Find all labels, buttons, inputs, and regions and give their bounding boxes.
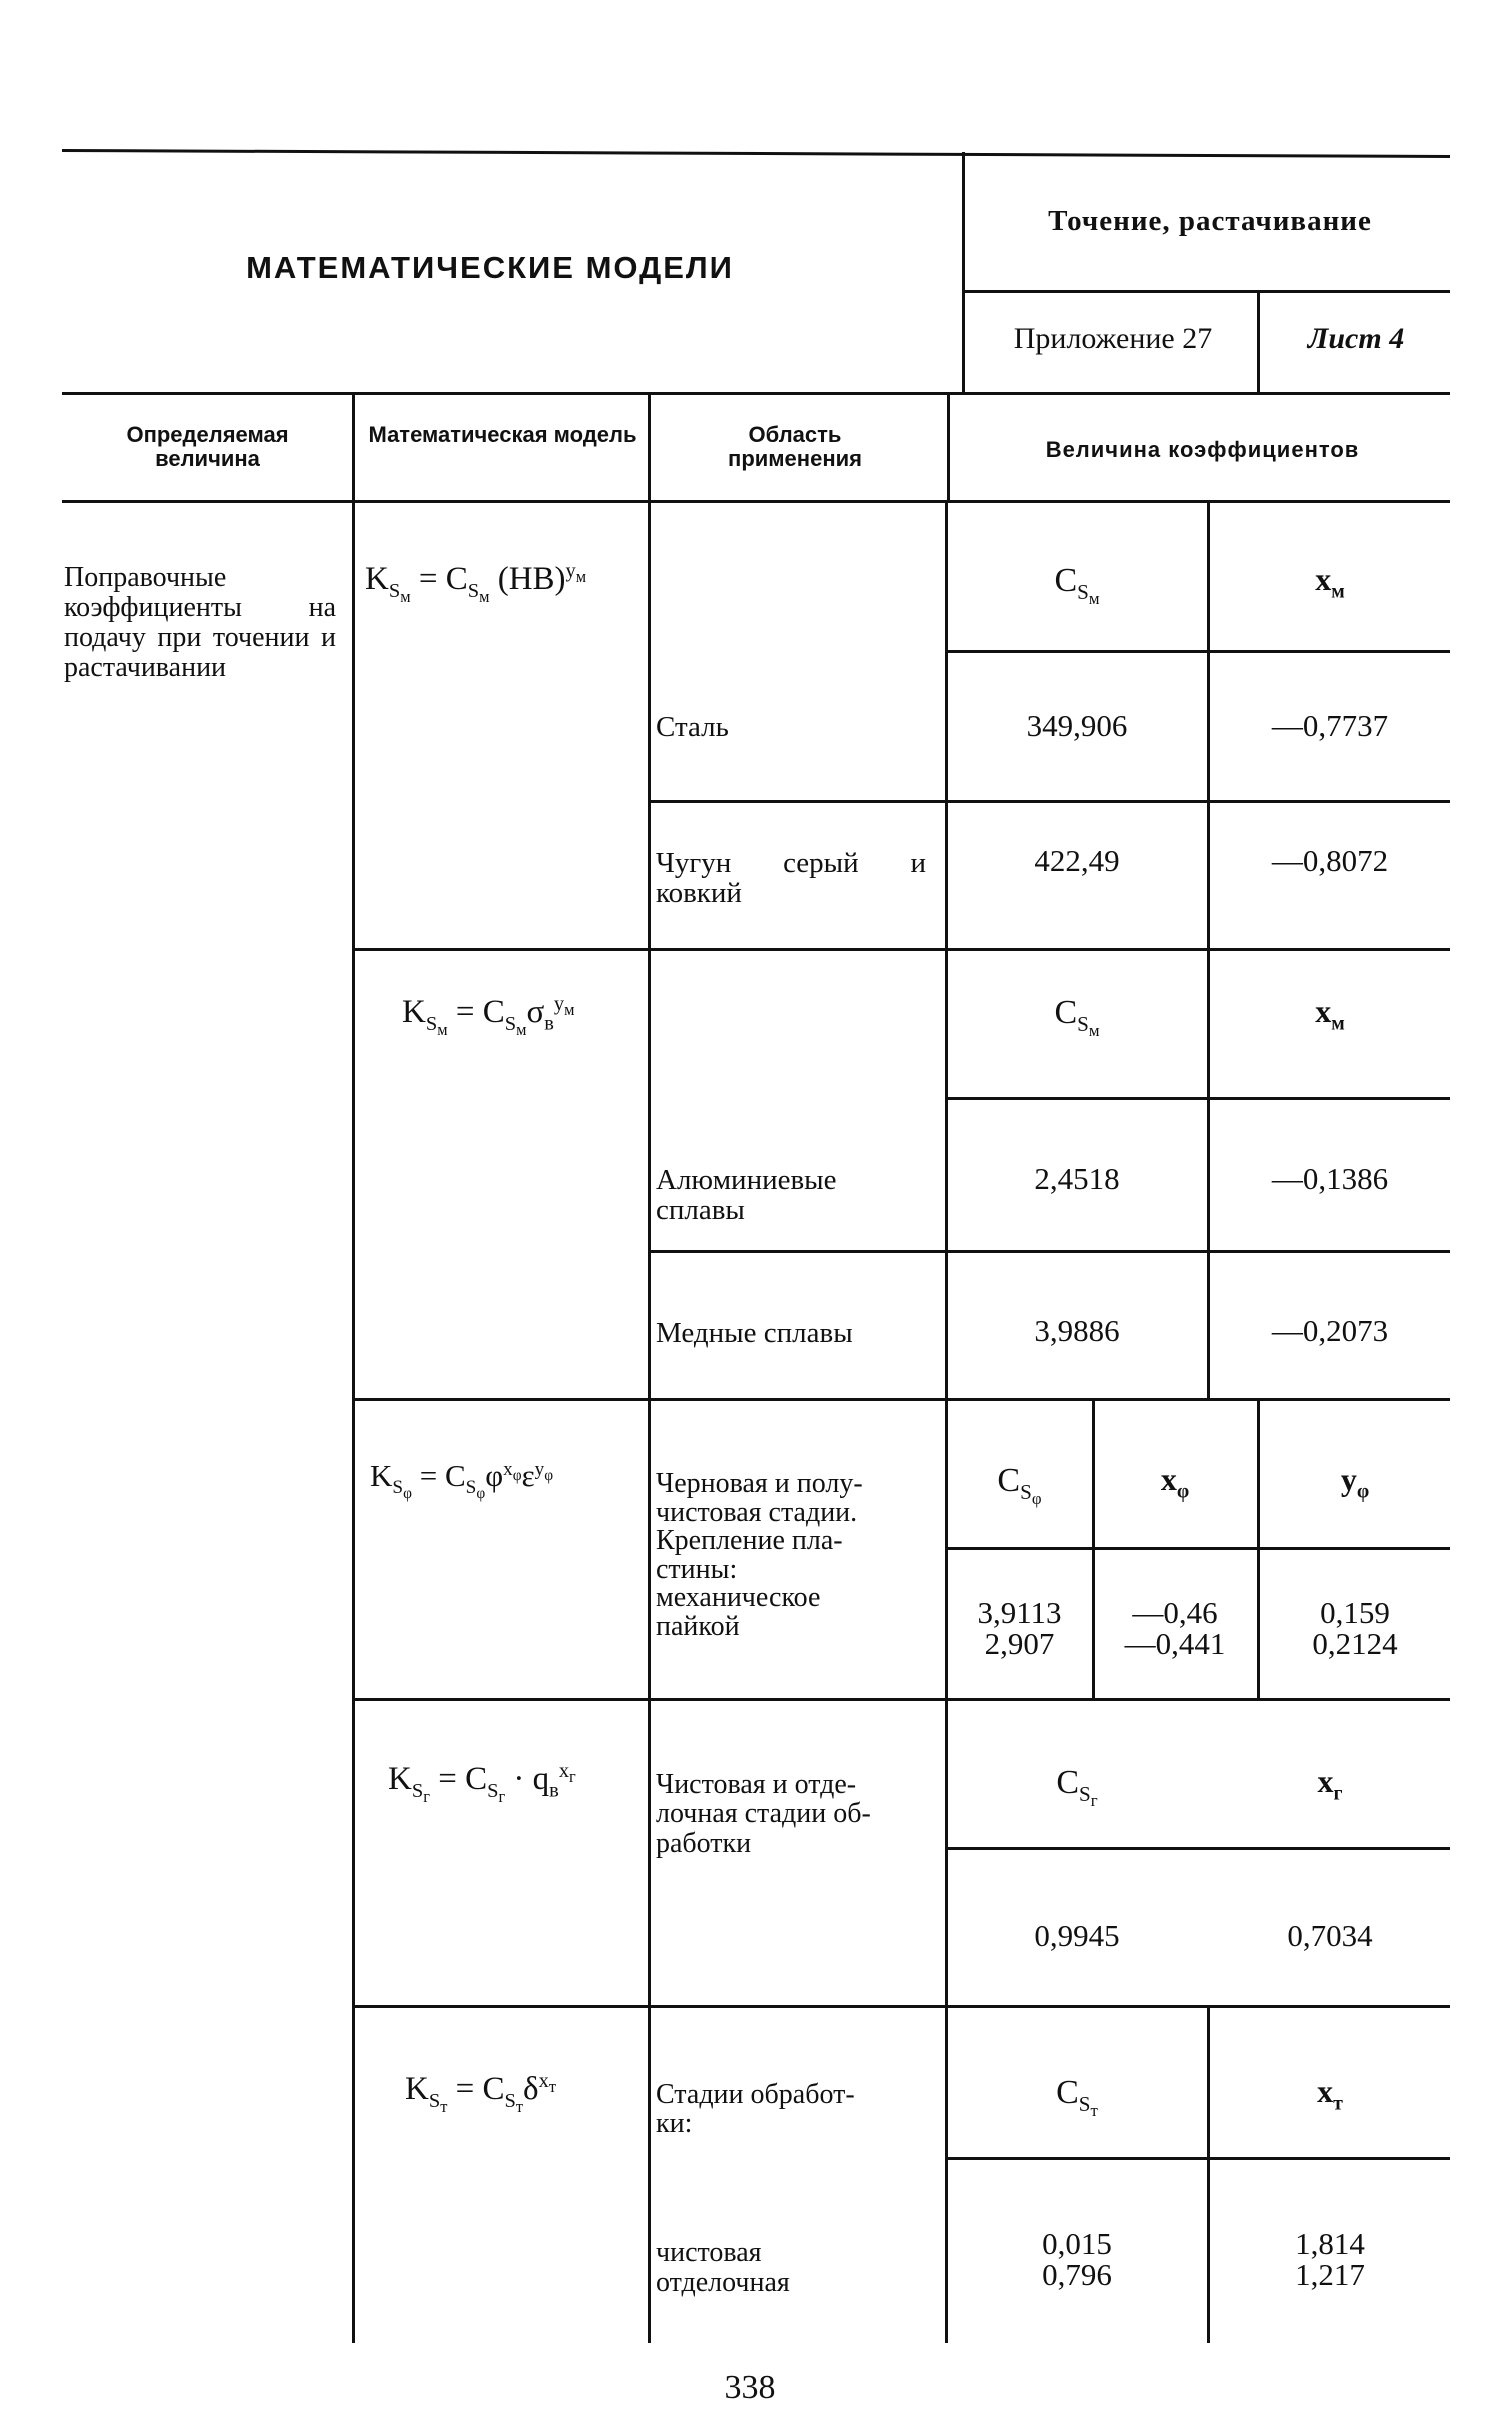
block1-coef-rule: [948, 650, 1450, 653]
operation-underline: [965, 290, 1450, 293]
block3-scope-line-4: стины:: [656, 1553, 738, 1585]
block5-value-x-finishing: 1,814: [1295, 2226, 1365, 2261]
block4-scope: [656, 1770, 946, 1858]
block5-value-divider: [1207, 2008, 1210, 2343]
header-bottom-rule: [62, 392, 1450, 395]
block2-coef-rule: [948, 1097, 1450, 1100]
appendix-label: Приложение 27: [1013, 322, 1213, 355]
formula-1: $K_{S_м} = C_{S_м}$ (HB)$^{y_м}$: [365, 560, 587, 606]
block3-values-c: [948, 1597, 1091, 1659]
top-rule: [62, 149, 1450, 158]
block3-values-x: [1095, 1597, 1255, 1659]
block4-value-x: 0,7034: [1287, 1918, 1373, 1953]
column-header-quantity: Определяемая величина: [126, 422, 289, 472]
block3-value-y-mechanical: 0,159: [1320, 1595, 1390, 1630]
block4-coef-header-c: $C_{S_г}$: [1056, 1764, 1098, 1810]
block5-scope-line-2: ки:: [656, 2108, 693, 2140]
block3-value-y-soldered: 0,2124: [1312, 1626, 1398, 1661]
block3-scope-line-3: Крепление пла-: [656, 1525, 843, 1557]
block3-value-x-mechanical: —0,46: [1132, 1595, 1218, 1630]
block3-coef-rule: [948, 1547, 1450, 1550]
block3-values-y: [1260, 1597, 1450, 1659]
block1-row1-scope: Сталь: [656, 711, 729, 743]
block5-label-final: отделочная: [656, 2267, 790, 2299]
block3-value-x-soldered: —0,441: [1124, 1626, 1226, 1661]
block1-coef-header-x: $x_м$: [1315, 561, 1345, 603]
block3-value-c-soldered: 2,907: [984, 1626, 1055, 1661]
formula-2: $K_{S_м} = C_{S_м}\sigma_в^{y_м}$: [402, 993, 575, 1039]
block2-row2-scope: Медные сплавы: [656, 1317, 853, 1349]
block3-coef-header-y: $y_\varphi$: [1340, 1461, 1370, 1503]
block5-values-x: [1210, 2228, 1450, 2290]
block5-coef-rule: [948, 2157, 1450, 2160]
block5-scope-line-1: Стадии обработ-: [656, 2079, 855, 2110]
block2-row1-value-x: —0,1386: [1271, 1161, 1389, 1196]
block3-coef-header-x: $x_\varphi$: [1160, 1461, 1190, 1503]
block1-row2-value-c: 422,49: [1034, 843, 1120, 878]
block5-subrow-labels: [656, 2238, 946, 2298]
block1-row1-value-x: —0,7737: [1271, 708, 1389, 743]
header-divider: [962, 152, 965, 392]
block5-label-finishing: чистовая: [656, 2237, 762, 2268]
block5-values-c: [948, 2228, 1206, 2290]
block4-scope-line-3: работки: [656, 1827, 752, 1859]
formula-5: $K_{S_т} = C_{S_т}\delta^{x_т}$: [405, 2070, 556, 2116]
block2-row2-value-c: 3,9886: [1034, 1313, 1120, 1348]
quantity-text: Поправочные коэффициенты на подачу при точении и растачивании: [64, 562, 336, 683]
block1-bottom-rule: [355, 948, 1450, 951]
block5-value-c-finishing: 0,015: [1042, 2226, 1112, 2261]
block4-value-c: 0,9945: [1034, 1918, 1120, 1953]
column-header-model: Математическая модель: [368, 422, 637, 447]
block2-coef-header-c: $C_{S_м}$: [1054, 994, 1100, 1040]
block2-row2-value-x: —0,2073: [1271, 1313, 1389, 1348]
column-header-coefficients: Величина коэффициентов: [1045, 437, 1360, 462]
block2-bottom-rule: [355, 1398, 1450, 1401]
block4-scope-line-2: лочная стадии об-: [656, 1798, 871, 1830]
block3-value-c-mechanical: 3,9113: [977, 1595, 1062, 1630]
block3-bottom-rule: [355, 1698, 1450, 1701]
block4-scope-line-1: Чистовая и отде-: [656, 1769, 857, 1800]
page-title: МАТЕМАТИЧЕСКИЕ МОДЕЛИ: [246, 250, 734, 285]
block3-scope-line-1: Черновая и полу-: [656, 1468, 863, 1499]
block5-value-x-final: 1,217: [1295, 2257, 1365, 2292]
operation-title: Точение, растачивание: [1048, 205, 1372, 237]
page-number: 338: [724, 2369, 776, 2406]
block3-scope-line-6: пайкой: [656, 1610, 740, 1642]
column-header-rule: [62, 500, 1450, 503]
block5-coef-header-x: $x_т$: [1317, 2073, 1343, 2115]
col-divider-2: [648, 395, 651, 500]
main-divider-3: [945, 503, 948, 2343]
main-divider-1: [352, 503, 355, 2343]
block2-coef-header-x: $x_м$: [1315, 993, 1345, 1035]
block3-scope-line-2: чистовая стадии.: [656, 1496, 858, 1528]
block1-row1-value-c: 349,906: [1026, 708, 1128, 743]
block3-scope: [656, 1470, 946, 1641]
block2-row1-scope: Алюминиевые сплавы: [656, 1164, 837, 1227]
col-divider-1: [352, 395, 355, 500]
block4-bottom-rule: [355, 2005, 1450, 2008]
block1-row2-scope: Чугун серый и ковкий: [656, 847, 926, 910]
block1-row-rule: [651, 800, 1450, 803]
formula-3: $K_{S_\varphi} = C_{S_\varphi}\varphi^{x_\varphi}\varepsilon^{y_\varphi}$: [370, 1458, 554, 1503]
formula-4: $K_{S_г} = C_{S_г} \cdot q_в^{x_г}$: [388, 1760, 576, 1806]
sheet-label: Лист 4: [1307, 322, 1405, 355]
block5-coef-header-c: $C_{S_т}$: [1056, 2074, 1098, 2120]
block5-value-c-final: 0,796: [1042, 2257, 1112, 2292]
block4-coef-header-x: $x_г$: [1317, 1763, 1343, 1805]
block1-coef-header-c: $C_{S_м}$: [1054, 562, 1100, 608]
column-header-scope: Область применения: [728, 422, 862, 472]
block1-row2-value-x: —0,8072: [1271, 843, 1389, 878]
block3-scope-line-5: механическое: [656, 1582, 821, 1614]
block5-scope: [656, 2080, 946, 2139]
appendix-divider: [1257, 290, 1260, 392]
main-divider-2: [648, 503, 651, 2343]
block2-row-rule: [651, 1250, 1450, 1253]
block2-row1-value-c: 2,4518: [1034, 1161, 1120, 1196]
block4-coef-rule: [948, 1847, 1450, 1850]
block3-coef-header-c: $C_{S_\varphi}$: [997, 1462, 1042, 1508]
col-divider-3: [947, 395, 950, 500]
